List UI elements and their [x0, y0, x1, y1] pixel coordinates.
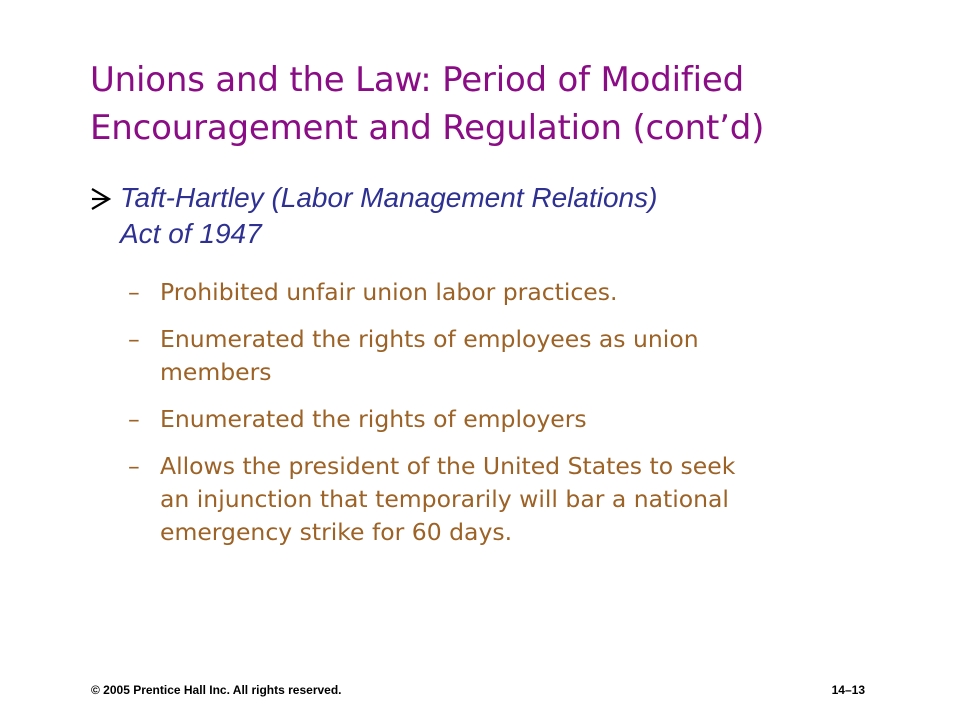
sub-bullet-line: Enumerated the rights of employers: [160, 405, 587, 433]
slide-title-line-2: Encouragement and Regulation (cont’d): [90, 108, 765, 148]
sub-bullet-line: Enumerated the rights of employees as union: [160, 325, 699, 353]
sub-bullet-item: [128, 323, 888, 389]
dash-bullet: –: [128, 325, 140, 353]
main-bullet-line-2: Act of 1947: [120, 218, 262, 249]
arrow-bullet-icon: [90, 186, 112, 212]
sub-bullet-line: Allows the president of the United States to seek: [160, 452, 736, 480]
sub-bullet-line: emergency strike for 60 days.: [160, 518, 513, 546]
dash-bullet: –: [128, 278, 140, 306]
slide-title: [90, 56, 910, 152]
sub-bullet-line: Prohibited unfair union labor practices.: [160, 278, 618, 306]
footer-page-number: 14–13: [831, 683, 865, 697]
dash-bullet: –: [128, 405, 140, 433]
sub-bullet-list: [128, 276, 888, 563]
sub-bullet-item: [128, 450, 888, 549]
slide-title-line-1: Unions and the Law: Period of Modified: [90, 60, 745, 100]
sub-bullet-item: [128, 276, 888, 309]
main-bullet-text: [120, 180, 880, 252]
main-bullet-line-1: Taft-Hartley (Labor Management Relations): [120, 182, 658, 213]
sub-bullet-item: [128, 403, 888, 436]
footer-copyright: © 2005 Prentice Hall Inc. All rights reserved.: [91, 683, 342, 697]
sub-bullet-line: members: [160, 358, 272, 386]
dash-bullet: –: [128, 452, 140, 480]
sub-bullet-line: an injunction that temporarily will bar a national: [160, 485, 729, 513]
